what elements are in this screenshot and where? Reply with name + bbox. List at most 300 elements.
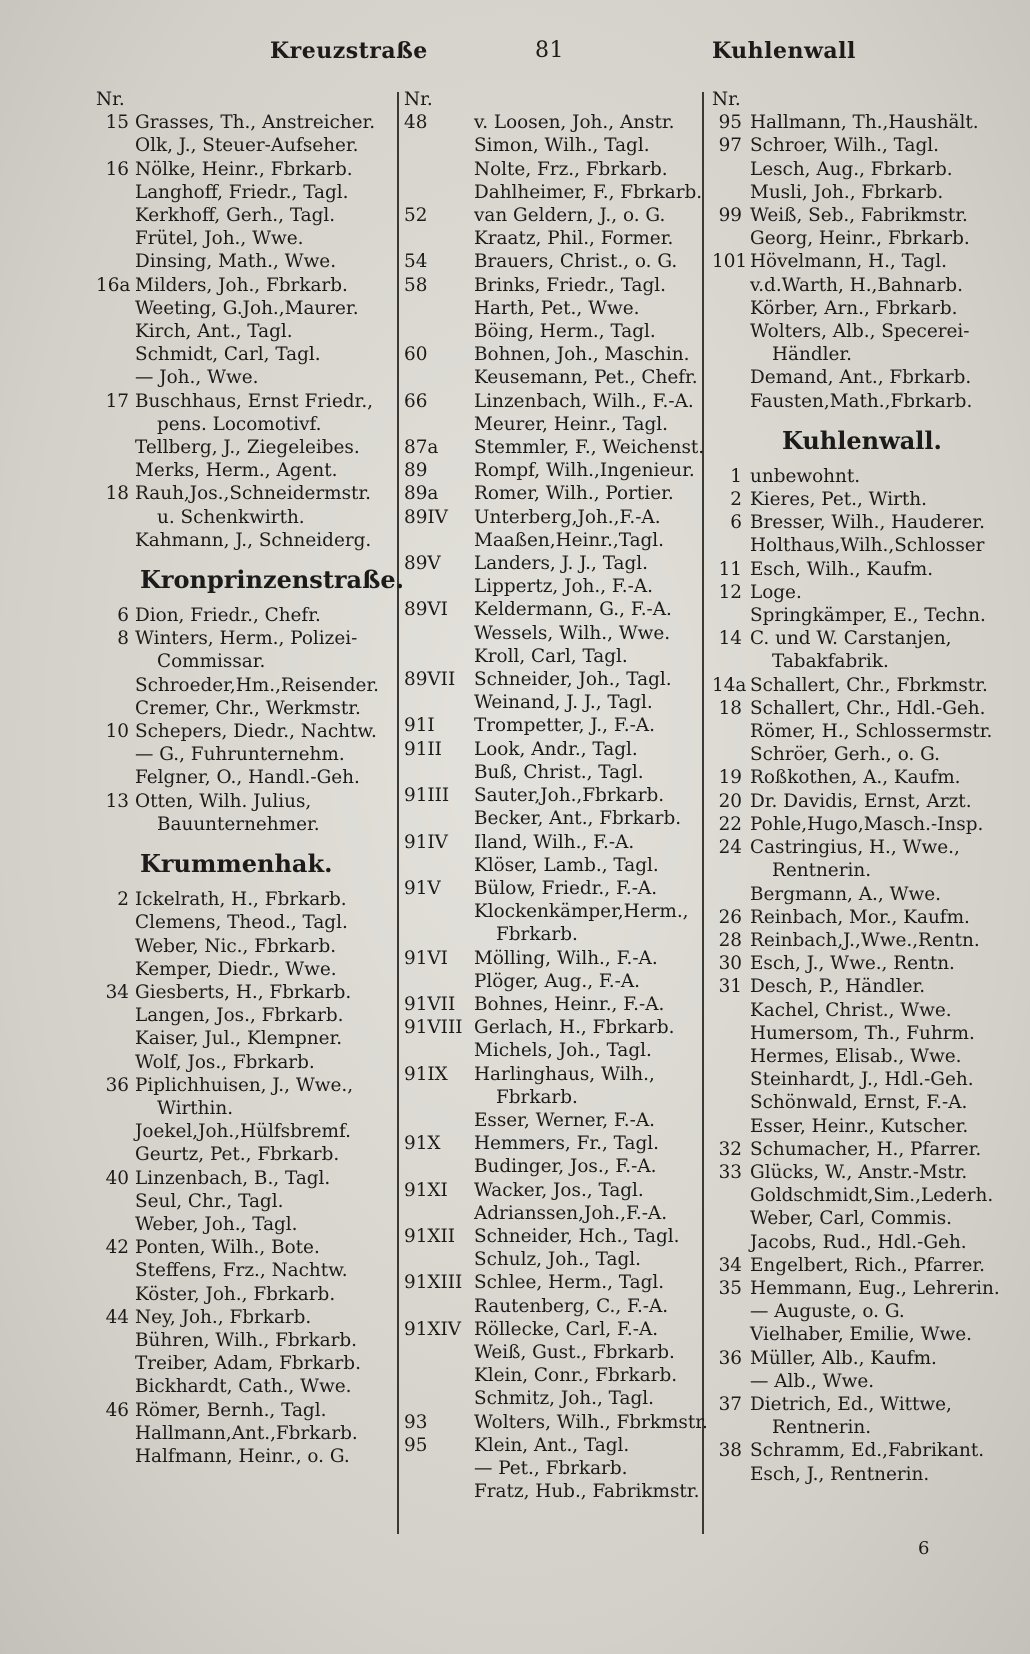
house-number	[712, 1231, 742, 1254]
resident-text: Roßkothen, A., Kaufm.	[750, 767, 961, 789]
directory-entry	[712, 511, 1012, 534]
directory-entry	[96, 1236, 396, 1259]
resident-text: Schneider, Hch., Tagl.	[474, 1225, 680, 1247]
directory-entry	[404, 529, 704, 552]
resident-text: Humersom, Th., Fuhrm.	[750, 1022, 975, 1044]
resident-text: Rentnerin.	[772, 860, 872, 882]
directory-entry	[404, 1179, 704, 1202]
directory-entry	[712, 604, 1012, 627]
house-number: 10	[105, 721, 129, 743]
house-number	[96, 1190, 129, 1213]
house-number	[712, 181, 742, 204]
directory-entry	[96, 650, 396, 673]
resident-text: Jacobs, Rud., Hdl.-Geh.	[750, 1231, 967, 1253]
directory-entry	[404, 970, 704, 993]
house-number	[96, 1120, 129, 1143]
house-number: 16a	[96, 274, 131, 296]
house-number: 91I	[404, 715, 435, 737]
house-number	[712, 274, 742, 297]
house-number	[96, 813, 129, 836]
directory-entry	[404, 506, 704, 529]
house-number	[96, 1051, 129, 1074]
resident-text: Fratz, Hub., Fabrikmstr.	[474, 1481, 700, 1503]
resident-text: Maaßen,Heinr.,Tagl.	[474, 529, 665, 551]
directory-entry	[404, 645, 704, 668]
resident-text: Kieres, Pet., Wirth.	[750, 489, 928, 511]
resident-text: v. Loosen, Joh., Anstr.	[474, 112, 675, 134]
directory-entry	[96, 1306, 396, 1329]
house-number	[404, 1039, 468, 1062]
resident-text: Nölke, Heinr., Fbrkarb.	[135, 158, 353, 180]
resident-text: Halfmann, Heinr., o. G.	[135, 1445, 350, 1467]
directory-entry	[712, 390, 1012, 413]
house-number: 16	[105, 158, 129, 180]
house-number	[404, 1387, 468, 1410]
directory-entry	[96, 981, 396, 1004]
house-number	[404, 1341, 468, 1364]
house-number	[712, 720, 742, 743]
resident-text: Dion, Friedr., Chefr.	[135, 605, 321, 627]
directory-entry	[712, 320, 1012, 343]
directory-entry	[96, 459, 396, 482]
directory-entry	[404, 947, 704, 970]
resident-text: Schneider, Joh., Tagl.	[474, 669, 672, 691]
resident-text: Keldermann, G., F.-A.	[474, 599, 672, 621]
directory-entry	[96, 366, 396, 389]
resident-text: Desch, P., Händler.	[750, 976, 926, 998]
resident-text: Georg, Heinr., Fbrkarb.	[750, 228, 970, 250]
directory-entry	[404, 993, 704, 1016]
house-number: 54	[404, 251, 428, 273]
house-number: 91IX	[404, 1063, 448, 1085]
directory-entry	[404, 1341, 704, 1364]
resident-text: Kaiser, Jul., Klempner.	[135, 1028, 343, 1050]
resident-text: Vielhaber, Emilie, Wwe.	[750, 1324, 972, 1346]
directory-entry	[96, 111, 396, 134]
directory-entry	[404, 436, 704, 459]
resident-text: Joekel,Joh.,Hülfsbremf.	[135, 1121, 351, 1143]
resident-text: Wacker, Jos., Tagl.	[474, 1179, 644, 1201]
house-number: 22	[718, 813, 742, 835]
resident-text: Weber, Nic., Fbrkarb.	[135, 935, 337, 957]
resident-text: Wolters, Alb., Specerei-	[750, 321, 970, 343]
house-number	[712, 1115, 742, 1138]
directory-entry	[404, 575, 704, 598]
house-number: 89VII	[404, 669, 456, 691]
directory-entry	[712, 1068, 1012, 1091]
house-number	[712, 1184, 742, 1207]
house-number	[404, 1295, 468, 1318]
house-number	[404, 970, 468, 993]
directory-entry	[96, 888, 396, 911]
house-number	[712, 390, 742, 413]
house-number: 19	[718, 767, 742, 789]
house-number	[712, 534, 742, 557]
resident-text: Fbrkarb.	[496, 1086, 578, 1108]
resident-text: Schramm, Ed.,Fabrikant.	[750, 1440, 985, 1462]
directory-entry	[96, 436, 396, 459]
directory-entry	[96, 529, 396, 552]
house-number: 34	[718, 1254, 742, 1276]
resident-text: Loge.	[750, 581, 802, 603]
house-number: 91VIII	[404, 1017, 463, 1039]
directory-entry	[712, 836, 1012, 859]
directory-entry	[712, 111, 1012, 134]
resident-text: Hemmann, Eug., Lehrerin.	[750, 1277, 1000, 1299]
resident-text: Kroll, Carl, Tagl.	[474, 645, 628, 667]
house-number	[404, 1155, 468, 1178]
directory-entry	[96, 1259, 396, 1282]
house-number: 93	[404, 1411, 428, 1433]
resident-text: Rentnerin.	[772, 1417, 872, 1439]
house-number	[96, 250, 129, 273]
directory-entry	[404, 668, 704, 691]
directory-entry	[96, 320, 396, 343]
resident-text: Merks, Herm., Agent.	[135, 460, 338, 482]
resident-text: Weeting, G.Joh.,Maurer.	[135, 297, 359, 319]
house-number	[712, 158, 742, 181]
house-number	[404, 320, 468, 343]
directory-entry	[404, 923, 704, 946]
column-1	[96, 88, 404, 1468]
resident-text: Musli, Joh., Fbrkarb.	[750, 181, 944, 203]
directory-entry	[404, 1434, 704, 1457]
house-number: 91IV	[404, 831, 448, 853]
directory-entry	[96, 1329, 396, 1352]
resident-text: Esch, J., Rentnerin.	[750, 1463, 930, 1485]
directory-entry	[404, 1411, 708, 1434]
house-number: 28	[718, 929, 742, 951]
house-number: 42	[105, 1237, 129, 1259]
resident-text: Reinbach,J.,Wwe.,Rentn.	[750, 929, 980, 951]
house-number	[96, 1213, 129, 1236]
house-number	[404, 366, 468, 389]
directory-entry	[96, 813, 396, 836]
house-number: 91III	[404, 785, 450, 807]
resident-text: Schumacher, H., Pfarrer.	[750, 1138, 982, 1160]
house-number: 14a	[712, 674, 747, 696]
house-number	[96, 343, 129, 366]
house-number	[96, 674, 129, 697]
resident-text: — Joh., Wwe.	[135, 367, 259, 389]
house-number: 58	[404, 274, 428, 296]
house-number	[404, 1086, 468, 1109]
resident-text: Nolte, Frz., Fbrkarb.	[474, 158, 668, 180]
house-number	[404, 529, 468, 552]
house-number: 91X	[404, 1133, 441, 1155]
house-number	[96, 297, 129, 320]
resident-text: — Alb., Wwe.	[750, 1370, 875, 1392]
resident-text: Dinsing, Math., Wwe.	[135, 251, 337, 273]
resident-text: Piplichhuisen, J., Wwe.,	[135, 1074, 354, 1096]
directory-entry	[96, 1004, 396, 1027]
resident-text: Ickelrath, H., Fbrkarb.	[135, 889, 347, 911]
directory-entry	[712, 627, 1012, 650]
directory-entry	[712, 1370, 1012, 1393]
house-number: 34	[105, 981, 129, 1003]
house-number: 12	[718, 581, 742, 603]
directory-entry	[712, 1254, 1012, 1277]
resident-text: Bresser, Wilh., Hauderer.	[750, 512, 985, 534]
house-number	[96, 1445, 129, 1468]
resident-text: Hermes, Elisab., Wwe.	[750, 1045, 962, 1067]
house-number: 44	[105, 1306, 129, 1328]
house-number	[96, 181, 129, 204]
directory-entry	[96, 958, 396, 981]
house-number	[712, 1300, 742, 1323]
directory-entry	[404, 691, 704, 714]
house-number: 52	[404, 205, 428, 227]
directory-entry	[96, 1097, 396, 1120]
resident-text: Cremer, Chr., Werkmstr.	[135, 697, 361, 719]
house-number	[96, 743, 129, 766]
house-number	[404, 1248, 468, 1271]
directory-entry	[712, 1231, 1012, 1254]
directory-entry	[404, 482, 704, 505]
resident-text: Commissar.	[157, 651, 266, 673]
directory-entry	[712, 274, 1012, 297]
house-number: 30	[718, 953, 742, 975]
directory-entry	[404, 1225, 704, 1248]
house-number: 11	[718, 558, 742, 580]
resident-text: Bergmann, A., Wwe.	[750, 883, 941, 905]
resident-text: Tabakfabrik.	[772, 651, 889, 673]
directory-entry	[712, 1161, 1012, 1184]
directory-entry	[404, 714, 704, 737]
resident-text: Wirthin.	[157, 1097, 234, 1119]
resident-text: Frütel, Joh., Wwe.	[135, 228, 304, 250]
resident-text: Fbrkarb.	[496, 924, 578, 946]
resident-text: Sauter,Joh.,Fbrkarb.	[474, 785, 665, 807]
house-number: 91XII	[404, 1225, 456, 1247]
directory-entry	[96, 390, 396, 413]
house-number	[404, 1480, 468, 1503]
directory-entry	[96, 1399, 396, 1422]
resident-text: Schroer, Wilh., Tagl.	[750, 135, 939, 157]
directory-entry	[712, 906, 1012, 929]
resident-text: Bohnen, Joh., Maschin.	[474, 344, 690, 366]
resident-text: Becker, Ant., Fbrkarb.	[474, 808, 682, 830]
directory-entry	[404, 1016, 704, 1039]
resident-text: Winters, Herm., Polizei-	[135, 628, 358, 650]
house-number	[712, 343, 742, 366]
resident-text: Grasses, Th., Anstreicher.	[135, 112, 376, 134]
resident-text: Gerlach, H., Fbrkarb.	[474, 1017, 675, 1039]
resident-text: Schallert, Chr., Hdl.-Geh.	[750, 697, 986, 719]
resident-text: Hallmann, Th.,Haushält.	[750, 112, 979, 134]
resident-text: Buß, Christ., Tagl.	[474, 761, 644, 783]
resident-text: — Auguste, o. G.	[750, 1301, 905, 1323]
house-number	[96, 911, 129, 934]
resident-text: Lippertz, Joh., F.-A.	[474, 576, 653, 598]
resident-text: Seul, Chr., Tagl.	[135, 1190, 284, 1212]
resident-text: Giesberts, H., Fbrkarb.	[135, 981, 352, 1003]
house-number: 15	[105, 112, 129, 134]
column-rule	[397, 92, 399, 1534]
directory-entry	[96, 1422, 396, 1445]
directory-entry	[712, 488, 1012, 511]
directory-entry	[404, 1155, 704, 1178]
resident-text: Bühren, Wilh., Fbrkarb.	[135, 1329, 357, 1351]
resident-text: Weiß, Gust., Fbrkarb.	[474, 1341, 675, 1363]
directory-entry	[712, 534, 1012, 557]
resident-text: Harlinghaus, Wilh.,	[474, 1063, 655, 1085]
directory-entry	[96, 250, 396, 273]
house-number	[96, 366, 129, 389]
directory-entry	[712, 952, 1012, 975]
resident-text: Glücks, W., Anstr.-Mstr.	[750, 1161, 968, 1183]
directory-entry	[712, 859, 1012, 882]
directory-entry	[712, 158, 1012, 181]
house-number	[404, 807, 468, 830]
house-number: 91VI	[404, 947, 448, 969]
house-number	[712, 999, 742, 1022]
directory-entry	[404, 1480, 704, 1503]
resident-text: Schallert, Chr., Fbrkmstr.	[750, 674, 988, 696]
directory-entry	[404, 250, 704, 273]
resident-text: Geurtz, Pet., Fbrkarb.	[135, 1144, 340, 1166]
directory-entry	[96, 1283, 396, 1306]
resident-text: Landers, J. J., Tagl.	[474, 553, 649, 575]
resident-text: Kirch, Ant., Tagl.	[135, 321, 293, 343]
resident-text: Wolters, Wilh., Fbrkmstr.	[474, 1411, 708, 1433]
directory-entry	[96, 297, 396, 320]
house-number	[96, 1004, 129, 1027]
resident-text: Langen, Jos., Fbrkarb.	[135, 1005, 344, 1027]
house-number	[712, 883, 742, 906]
house-number	[712, 1068, 742, 1091]
house-number: 89VI	[404, 599, 448, 621]
directory-entry	[712, 134, 1012, 157]
directory-entry	[404, 598, 704, 621]
resident-text: Hövelmann, H., Tagl.	[750, 251, 947, 273]
house-number	[96, 1352, 129, 1375]
directory-entry	[96, 935, 396, 958]
directory-entry	[404, 900, 704, 923]
house-number	[96, 134, 129, 157]
house-number	[404, 761, 468, 784]
directory-entry	[712, 674, 1012, 697]
house-number: 97	[718, 135, 742, 157]
house-number: 91XIV	[404, 1318, 462, 1340]
resident-text: Iland, Wilh., F.-A.	[474, 831, 635, 853]
house-number	[96, 1027, 129, 1050]
directory-entry	[96, 1027, 396, 1050]
resident-text: Köster, Joh., Fbrkarb.	[135, 1283, 336, 1305]
directory-entry	[96, 204, 396, 227]
resident-text: C. und W. Carstanjen,	[750, 628, 952, 650]
directory-entry	[404, 1295, 704, 1318]
resident-text: Pohle,Hugo,Masch.-Insp.	[750, 813, 984, 835]
number-label: Nr.	[404, 89, 433, 110]
house-number: 36	[718, 1347, 742, 1369]
house-number: 99	[718, 205, 742, 227]
directory-entry	[96, 227, 396, 250]
directory-entry	[712, 366, 1012, 389]
directory-entry	[404, 1202, 704, 1225]
directory-entry	[404, 1457, 704, 1480]
house-number	[96, 1097, 129, 1120]
house-number	[96, 529, 129, 552]
directory-entry	[404, 854, 704, 877]
house-number: 14	[718, 628, 742, 650]
directory-entry	[712, 813, 1012, 836]
directory-entry	[404, 761, 704, 784]
house-number	[712, 743, 742, 766]
header-left: Kreuzstraße	[270, 38, 428, 64]
house-number: 13	[105, 790, 129, 812]
house-number: 31	[718, 976, 742, 998]
resident-text: Händler.	[772, 344, 853, 366]
house-number	[96, 1283, 129, 1306]
directory-entry	[404, 297, 704, 320]
directory-entry	[712, 1347, 1012, 1370]
resident-text: Kerkhoff, Gerh., Tagl.	[135, 205, 336, 227]
house-number: 32	[718, 1138, 742, 1160]
directory-entry	[712, 1439, 1012, 1462]
house-number	[404, 575, 468, 598]
directory-entry	[712, 1022, 1012, 1045]
resident-text: Meurer, Heinr., Tagl.	[474, 413, 668, 435]
house-number	[404, 227, 468, 250]
directory-entry	[96, 766, 396, 789]
directory-entry	[96, 482, 396, 505]
directory-entry	[96, 1190, 396, 1213]
directory-entry	[712, 1393, 1012, 1416]
directory-entry	[712, 975, 1012, 998]
resident-text: Schmitz, Joh., Tagl.	[474, 1388, 654, 1410]
house-number	[712, 1370, 742, 1393]
house-number	[404, 691, 468, 714]
directory-entry	[96, 697, 396, 720]
resident-text: Ponten, Wilh., Bote.	[135, 1237, 320, 1259]
house-number: 40	[105, 1167, 129, 1189]
resident-text: Schlee, Herm., Tagl.	[474, 1272, 665, 1294]
resident-text: Dietrich, Ed., Wittwe,	[750, 1393, 952, 1415]
resident-text: Bauunternehmer.	[157, 813, 320, 835]
house-number	[712, 859, 742, 882]
resident-text: Budinger, Jos., F.-A.	[474, 1156, 657, 1178]
resident-text: Schmidt, Carl, Tagl.	[135, 344, 321, 366]
house-number	[96, 1143, 129, 1166]
house-number: 2	[730, 489, 742, 511]
resident-text: Römer, H., Schlossermstr.	[750, 721, 993, 743]
directory-entry	[712, 1463, 1012, 1486]
directory-entry	[96, 1213, 396, 1236]
house-number	[712, 227, 742, 250]
directory-entry	[712, 720, 1012, 743]
resident-text: Bülow, Friedr., F.-A.	[474, 877, 658, 899]
resident-text: Unterberg,Joh.,F.-A.	[474, 506, 661, 528]
resident-text: Simon, Wilh., Tagl.	[474, 135, 650, 157]
directory-entry	[712, 743, 1012, 766]
resident-text: Schepers, Diedr., Nachtw.	[135, 721, 377, 743]
resident-text: pens. Locomotivf.	[157, 413, 322, 435]
house-number: 37	[718, 1393, 742, 1415]
directory-entry	[404, 158, 704, 181]
house-number	[404, 134, 468, 157]
street-heading: Kuhlenwall.	[782, 425, 942, 455]
directory-entry	[712, 790, 1012, 813]
house-number	[96, 413, 129, 436]
resident-text: Körber, Arn., Fbrkarb.	[750, 297, 958, 319]
resident-text: Esser, Werner, F.-A.	[474, 1109, 655, 1131]
directory-entry	[404, 1132, 704, 1155]
resident-text: Otten, Wilh. Julius,	[135, 790, 312, 812]
house-number: 89IV	[404, 506, 448, 528]
directory-entry	[96, 911, 396, 934]
house-number: 20	[718, 790, 742, 812]
